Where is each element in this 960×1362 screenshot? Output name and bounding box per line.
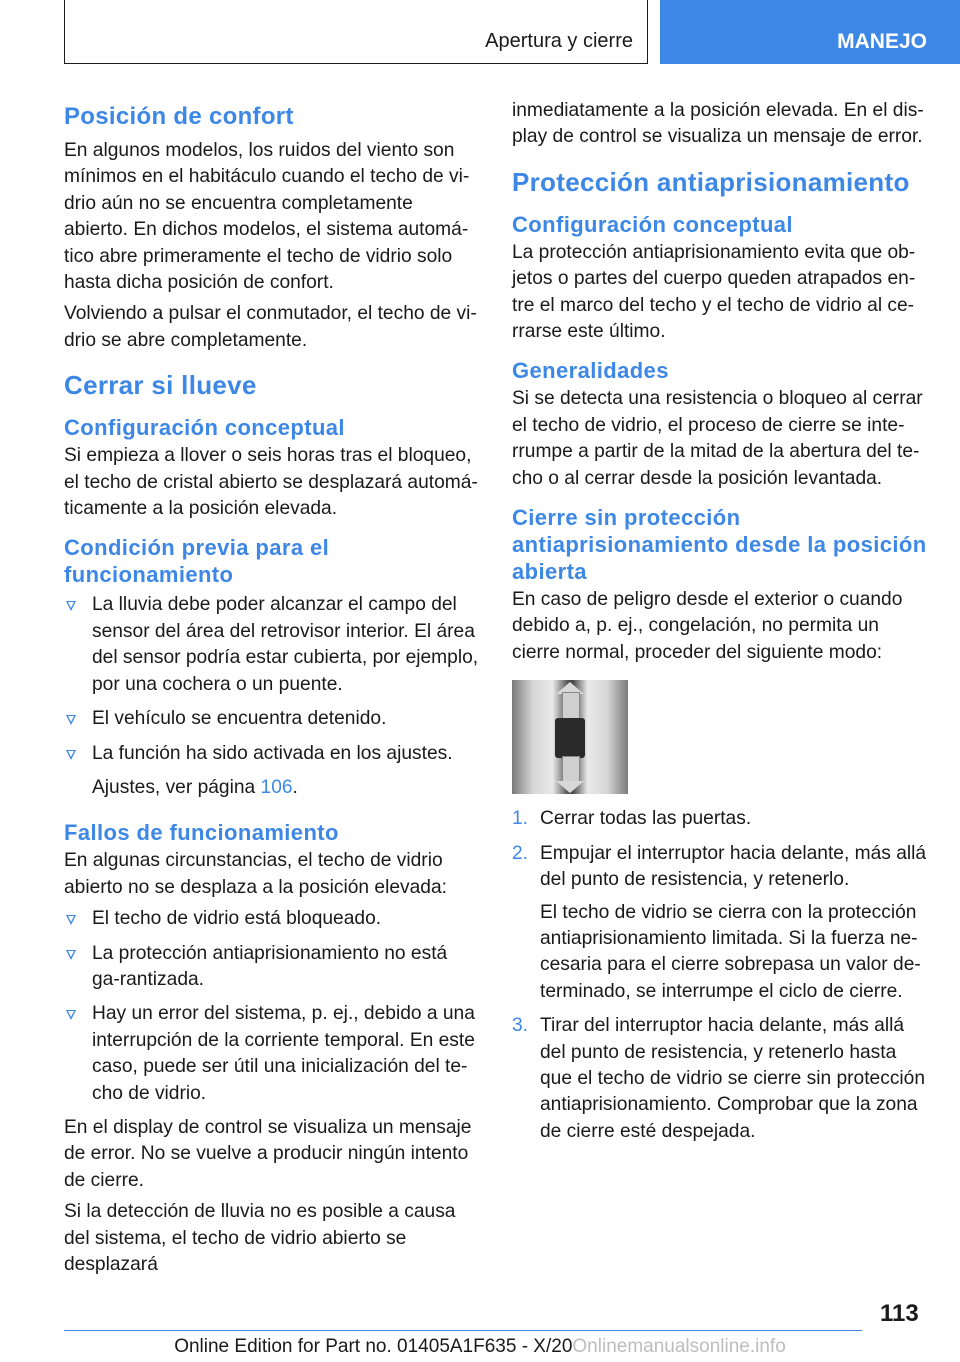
heading-config: Configuración conceptual (64, 415, 345, 441)
paragraph: Si se detecta una resistencia o bloqueo al cerrar el techo de vidrio, el proceso de cierre se inte-rrumpe a partir de la mitad de la abertura del te-cho o al cerrar desde la posición levantada. (512, 388, 923, 489)
fallos-list (64, 906, 480, 1107)
footer (0, 1336, 960, 1358)
arrow-down-icon (556, 781, 584, 793)
triangle-bullet-icon (66, 601, 76, 611)
paragraph: En algunas circunstancias, el techo de vidrio abierto no se desplaza a la posición elevada: (64, 850, 447, 898)
paragraph: Si empieza a llover o seis horas tras el bloqueo, el techo de cristal abierto se desplazará automá-ticamente a la posición elevada. (64, 445, 478, 520)
heading-config: Configuración conceptual (512, 211, 793, 237)
paragraph: Volviendo a pulsar el conmutador, el techo de vi-drio se abre completamente. (64, 303, 477, 351)
edition-text: Online Edition for Part no. 01405A1F635 - X/20 (174, 1336, 573, 1357)
roof-switch-image (512, 680, 628, 794)
paragraph: En caso de peligro desde el exterior o cuando debido a, p. ej., congelación, no permita un cierre normal, proceder del siguiente modo: (512, 589, 903, 663)
paragraph: inmediatamente a la posición elevada. En el dis-play de control se visualiza un mensaje de error. (512, 100, 924, 148)
step-number: 2. (512, 842, 529, 864)
paragraph: Si la detección de lluvia no es posible a causa del sistema, el techo de vidrio abierto se desplazará (64, 1201, 456, 1275)
step-number: 3. (512, 1015, 529, 1037)
ajustes-reference: Ajustes, ver página 106. (92, 776, 298, 798)
footer-divider (64, 1330, 862, 1331)
triangle-bullet-icon (66, 750, 76, 760)
heading-condicion: Condición previa para el funcionamiento (64, 535, 330, 588)
list-item: La protección antiaprisionamiento no está ga-rantizada. (64, 941, 480, 994)
chapter-tab (660, 0, 960, 64)
chapter-tab-label: MANEJO (837, 30, 927, 53)
page-link[interactable]: 106 (260, 776, 293, 798)
step-number: 1. (512, 808, 529, 830)
heading-confort: Posición de confort (64, 103, 294, 130)
watermark: Onlinemanualsonline.info (572, 1336, 786, 1357)
triangle-bullet-icon (66, 950, 76, 960)
step-item: 3. Tirar del interruptor hacia delante, más allá del punto de resistencia, y retenerlo hasta que el techo de vidrio se cierre sin protección antiaprisionamiento. Comprobar que la zona de cierre esté despejada. (512, 1015, 926, 1142)
list-item: El techo de vidrio está bloqueado. (64, 906, 480, 932)
paragraph: En el display de control se visualiza un mensaje de error. No se vuelve a producir ningún intento de cierre. (64, 1116, 472, 1191)
section-title: Apertura y cierre (485, 30, 633, 52)
switch-panel (555, 718, 585, 758)
step-item: 1. Cerrar todas las puertas. (512, 806, 928, 832)
heading-fallos: Fallos de funcionamiento (64, 820, 339, 846)
steps-list (512, 806, 928, 1145)
list-item: Hay un error del sistema, p. ej., debido a una interrupción de la corriente temporal. En este caso, puede ser útil una inicialización del te-cho de vidrio. (64, 1001, 480, 1107)
heading-cierre: Cierre sin protección antiaprisionamiento desde la posición abierta (512, 505, 927, 585)
paragraph: La protección antiaprisionamiento evita que ob-jetos o partes del cuerpo queden atrapados en-tre el marco del techo y el techo de vidrio al ce-rrarse este último. (512, 241, 916, 343)
step-note: El techo de vidrio se cierra con la protección antiaprisionamiento limitada. Si la fuerza ne-cesaria para el cierre sobrepasa un valor de-terminado, se interrumpe el ciclo de cierre. (540, 901, 921, 1002)
triangle-bullet-icon (66, 1010, 76, 1020)
list-item: La lluvia debe poder alcanzar el campo del sensor del área del retrovisor interior. El área del sensor podría estar cubierta, por ejemplo, por una cochera o un puente. (64, 592, 480, 698)
heading-proteccion: Protección antiaprisionamiento (512, 166, 910, 197)
header-frame (64, 0, 648, 64)
triangle-bullet-icon (66, 915, 76, 925)
step-item: 2. Empujar el interruptor hacia delante, más allá del punto de resistencia, y retenerlo. El techo de vidrio se cierra con la protección antiaprisionamiento limitada. Si la fuerza ne-cesaria para el cierre sobrepasa un valor de-terminado, se interrumpe el ciclo de cierre. (512, 841, 928, 1005)
right-column (512, 98, 928, 1153)
list-item: La función ha sido activada en los ajustes. (64, 741, 480, 767)
heading-cerrar-si-llueve: Cerrar si llueve (64, 370, 257, 401)
page-number: 113 (880, 1300, 919, 1327)
paragraph: En algunos modelos, los ruidos del viento son mínimos en el habitáculo cuando el techo de vi-drio aún no se encuentra completamente abierto. En dichos modelos, el sistema automá-tico abre primeramente el techo de vidrio solo hasta dicha posición de confort. (64, 140, 470, 294)
left-column (64, 100, 480, 1283)
condition-list (64, 592, 480, 766)
triangle-bullet-icon (66, 715, 76, 725)
list-item: El vehículo se encuentra detenido. (64, 706, 480, 732)
heading-generalidades: Generalidades (512, 358, 669, 384)
